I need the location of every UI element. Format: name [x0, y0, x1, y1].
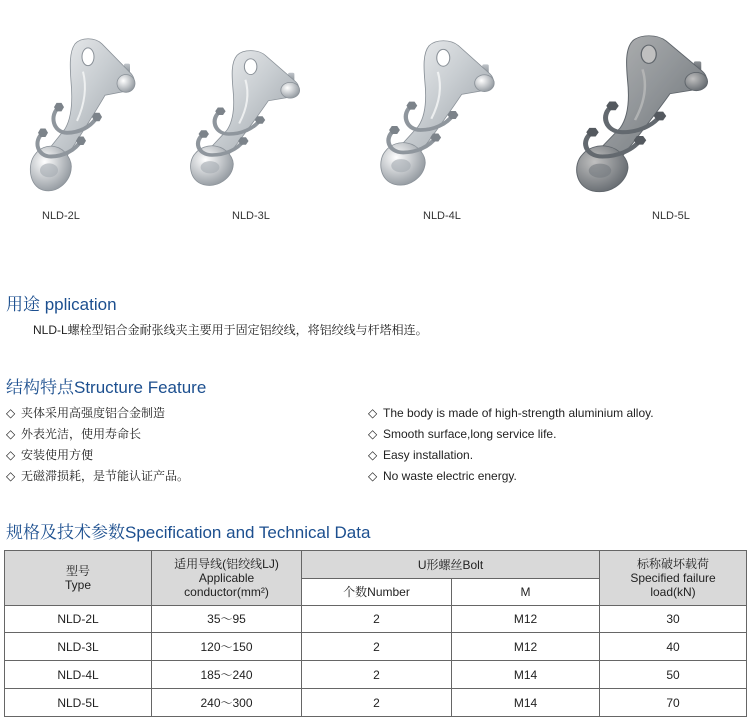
header-type-cn: 型号 — [65, 564, 90, 578]
product-image-nld-5l — [570, 35, 720, 197]
bullet-marker: ◇ — [6, 448, 16, 462]
bullet-marker: ◇ — [368, 469, 378, 483]
cell-bolt-number: 2 — [302, 633, 452, 661]
feature-item-en — [368, 426, 654, 447]
cell-type: NLD-2L — [5, 606, 152, 633]
cell-type: NLD-3L — [5, 633, 152, 661]
header-load-en-1: Specified failure — [630, 571, 716, 585]
bullet-marker: ◇ — [6, 469, 16, 483]
table-row — [5, 661, 747, 689]
product-gallery — [0, 0, 750, 230]
application-text: NLD-L螺栓型铝合金耐张线夹主要用于固定铝绞线，将铝绞线与杆塔相连。 — [33, 323, 428, 337]
header-conductor-en-2: conductor(mm²) — [184, 585, 269, 599]
feature-text-cn: 无磁滞损耗，是节能认证产品。 — [21, 469, 190, 483]
header-failure-load — [600, 551, 747, 606]
table-row — [5, 689, 747, 717]
feature-text-cn: 夹体采用高强度铝合金制造 — [21, 406, 166, 420]
cell-bolt-m: M14 — [452, 689, 600, 717]
header-load-cn: 标称破坏载荷 — [637, 557, 710, 571]
bullet-marker: ◇ — [6, 406, 16, 420]
features-list-chinese — [6, 405, 189, 489]
cell-conductor: 120～150 — [152, 633, 302, 661]
product-image-nld-3l — [185, 50, 310, 190]
product-image-nld-2l — [25, 38, 145, 196]
cell-conductor: 35～95 — [152, 606, 302, 633]
specs-heading: 规格及技术参数Specification and Technical Data — [6, 523, 371, 542]
header-conductor-cn: 适用导线(铝绞线LJ) — [174, 557, 279, 571]
feature-item-cn — [6, 405, 189, 426]
header-load-en-2: load(kN) — [650, 585, 696, 599]
feature-text-cn: 外表光洁，使用寿命长 — [21, 427, 142, 441]
cell-failure-load: 50 — [600, 661, 747, 689]
header-conductor-en-1: Applicable — [198, 571, 255, 585]
cell-type: NLD-4L — [5, 661, 152, 689]
product-label-nld-4l: NLD-4L — [423, 210, 461, 222]
cell-bolt-m: M14 — [452, 661, 600, 689]
cell-type: NLD-5L — [5, 689, 152, 717]
product-label-nld-3l: NLD-3L — [232, 210, 270, 222]
cell-conductor: 240～300 — [152, 689, 302, 717]
header-bolt: U形螺丝Bolt — [302, 551, 600, 579]
table-row — [5, 633, 747, 661]
bullet-marker: ◇ — [368, 427, 378, 441]
header-bolt-number: 个数Number — [302, 579, 452, 606]
cell-bolt-number: 2 — [302, 661, 452, 689]
cell-conductor: 185～240 — [152, 661, 302, 689]
feature-item-cn — [6, 447, 189, 468]
cell-bolt-number: 2 — [302, 606, 452, 633]
cell-bolt-m: M12 — [452, 633, 600, 661]
bullet-marker: ◇ — [6, 427, 16, 441]
feature-item-cn — [6, 468, 189, 489]
table-row — [5, 606, 747, 633]
features-heading: 结构特点Structure Feature — [6, 378, 207, 397]
feature-text-en: Smooth surface,long service life. — [383, 427, 557, 441]
cell-failure-load: 40 — [600, 633, 747, 661]
product-image-nld-4l — [375, 40, 505, 190]
cell-failure-load: 70 — [600, 689, 747, 717]
feature-text-en: No waste electric energy. — [383, 469, 517, 483]
feature-text-en: The body is made of high-strength aluminium alloy. — [383, 406, 654, 420]
feature-text-en: Easy installation. — [383, 448, 474, 462]
header-conductor — [152, 551, 302, 606]
features-list-english — [368, 405, 654, 489]
product-label-nld-2l: NLD-2L — [42, 210, 80, 222]
application-heading: 用途 pplication — [6, 295, 117, 314]
feature-item-en — [368, 405, 654, 426]
feature-text-cn: 安装使用方便 — [21, 448, 94, 462]
feature-item-en — [368, 447, 654, 468]
header-bolt-m: M — [452, 579, 600, 606]
spec-table — [4, 550, 747, 717]
product-label-nld-5l: NLD-5L — [652, 210, 690, 222]
feature-item-cn — [6, 426, 189, 447]
header-type-en: Type — [64, 578, 91, 592]
cell-bolt-m: M12 — [452, 606, 600, 633]
bullet-marker: ◇ — [368, 448, 378, 462]
bullet-marker: ◇ — [368, 406, 378, 420]
feature-item-en — [368, 468, 654, 489]
cell-bolt-number: 2 — [302, 689, 452, 717]
cell-failure-load: 30 — [600, 606, 747, 633]
header-type — [5, 551, 152, 606]
